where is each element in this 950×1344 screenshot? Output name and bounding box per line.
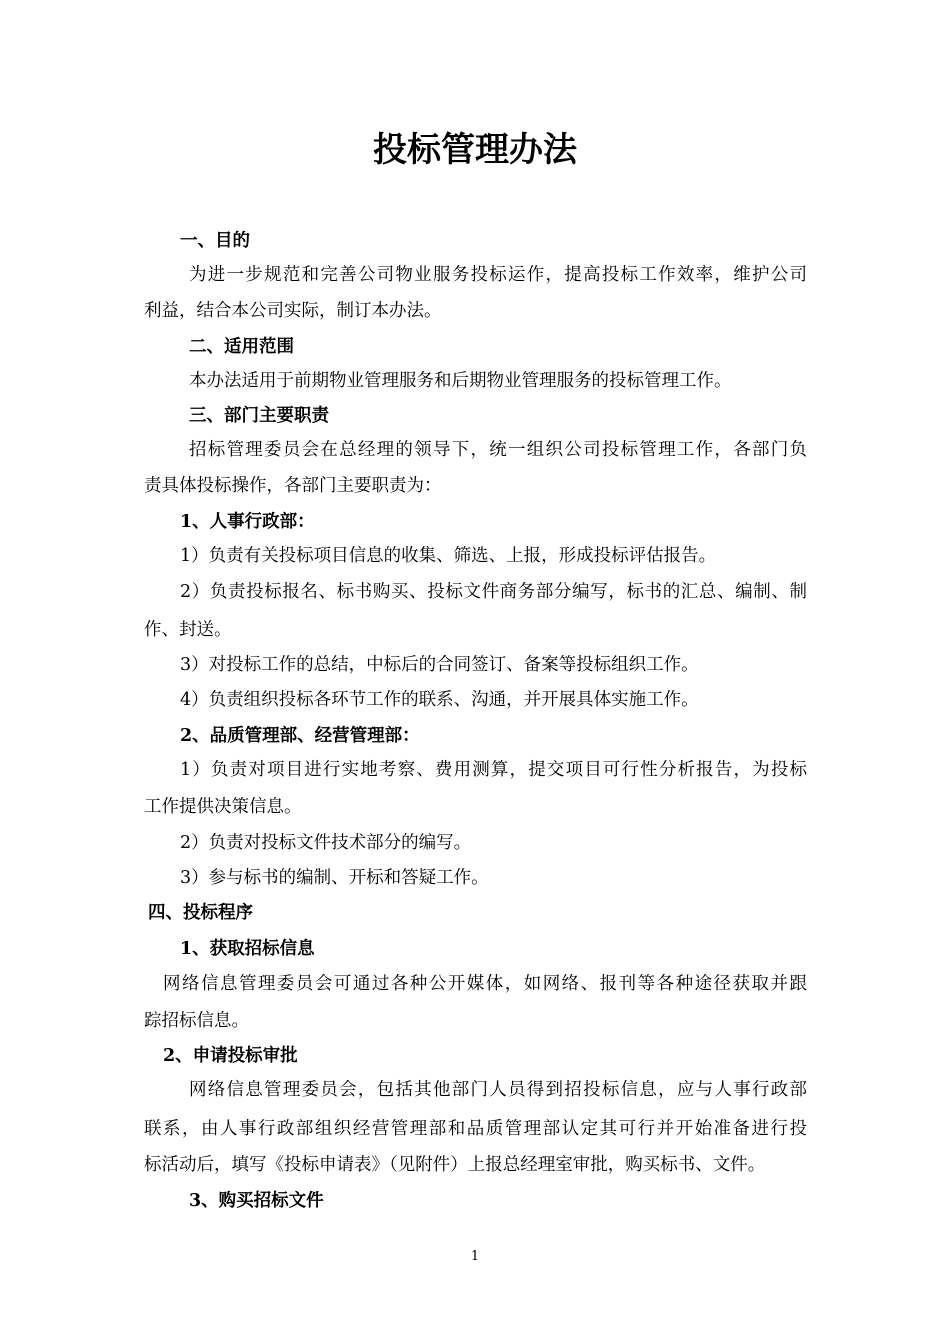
paragraph-line: 联系，由人事行政部组织经营管理部和品质管理部认定其可行并开始准备进行投 xyxy=(144,1119,807,1139)
paragraph-line: 网络信息管理委员会可通过各种公开媒体，如网络、报刊等各种途径获取并跟 xyxy=(163,974,807,994)
section-heading-responsibilities: 三、部门主要职责 xyxy=(189,406,329,426)
paragraph-line: 责具体投标操作，各部门主要职责为： xyxy=(144,476,442,496)
subsection-heading-quality: 2、品质管理部、经营管理部： xyxy=(180,726,420,746)
list-item: 1）负责对项目进行实地考察、费用测算，提交项目可行性分析报告，为投标 xyxy=(180,760,807,780)
subsection-heading-buy-documents: 3、购买招标文件 xyxy=(189,1191,324,1211)
list-item: 4）负责组织投标各环节工作的联系、沟通，并开展具体实施工作。 xyxy=(180,690,699,710)
paragraph-line: 为进一步规范和完善公司物业服务投标运作，提高投标工作效率，维护公司 xyxy=(189,265,807,285)
list-item: 1）负责有关投标项目信息的收集、筛选、上报，形成投标评估报告。 xyxy=(180,546,717,566)
section-heading-purpose: 一、目的 xyxy=(180,231,250,251)
page-title: 投标管理办法 xyxy=(373,130,577,170)
list-item-continuation: 工作提供决策信息。 xyxy=(144,797,302,817)
list-item: 3）对投标工作的总结，中标后的合同签订、备案等投标组织工作。 xyxy=(180,655,699,675)
list-item: 2）负责对投标文件技术部分的编写。 xyxy=(180,833,472,853)
list-item: 2）负责投标报名、标书购买、投标文件商务部分编写，标书的汇总、编制、制 xyxy=(180,582,807,602)
section-heading-procedure: 四、投标程序 xyxy=(148,903,253,923)
subsection-heading-obtain-info: 1、获取招标信息 xyxy=(180,939,315,959)
paragraph-line: 标活动后，填写《投标申请表》（见附件）上报总经理室审批，购买标书、文件。 xyxy=(144,1155,766,1175)
paragraph-line: 利益，结合本公司实际，制订本办法。 xyxy=(144,301,442,321)
section-heading-scope: 二、适用范围 xyxy=(189,337,294,357)
page-number: 1 xyxy=(470,1249,480,1264)
paragraph-line: 网络信息管理委员会，包括其他部门人员得到招投标信息，应与人事行政部 xyxy=(189,1080,807,1100)
subsection-heading-hr: 1、人事行政部： xyxy=(180,512,315,532)
list-item-continuation: 作、封送。 xyxy=(144,620,232,640)
list-item: 3）参与标书的编制、开标和答疑工作。 xyxy=(180,868,489,888)
paragraph-line: 招标管理委员会在总经理的领导下，统一组织公司投标管理工作，各部门负 xyxy=(189,440,807,460)
paragraph-line: 踪招标信息。 xyxy=(144,1011,249,1031)
paragraph-line: 本办法适用于前期物业管理服务和后期物业管理服务的投标管理工作。 xyxy=(189,371,732,391)
subsection-heading-apply-approval: 2、申请投标审批 xyxy=(163,1046,298,1066)
